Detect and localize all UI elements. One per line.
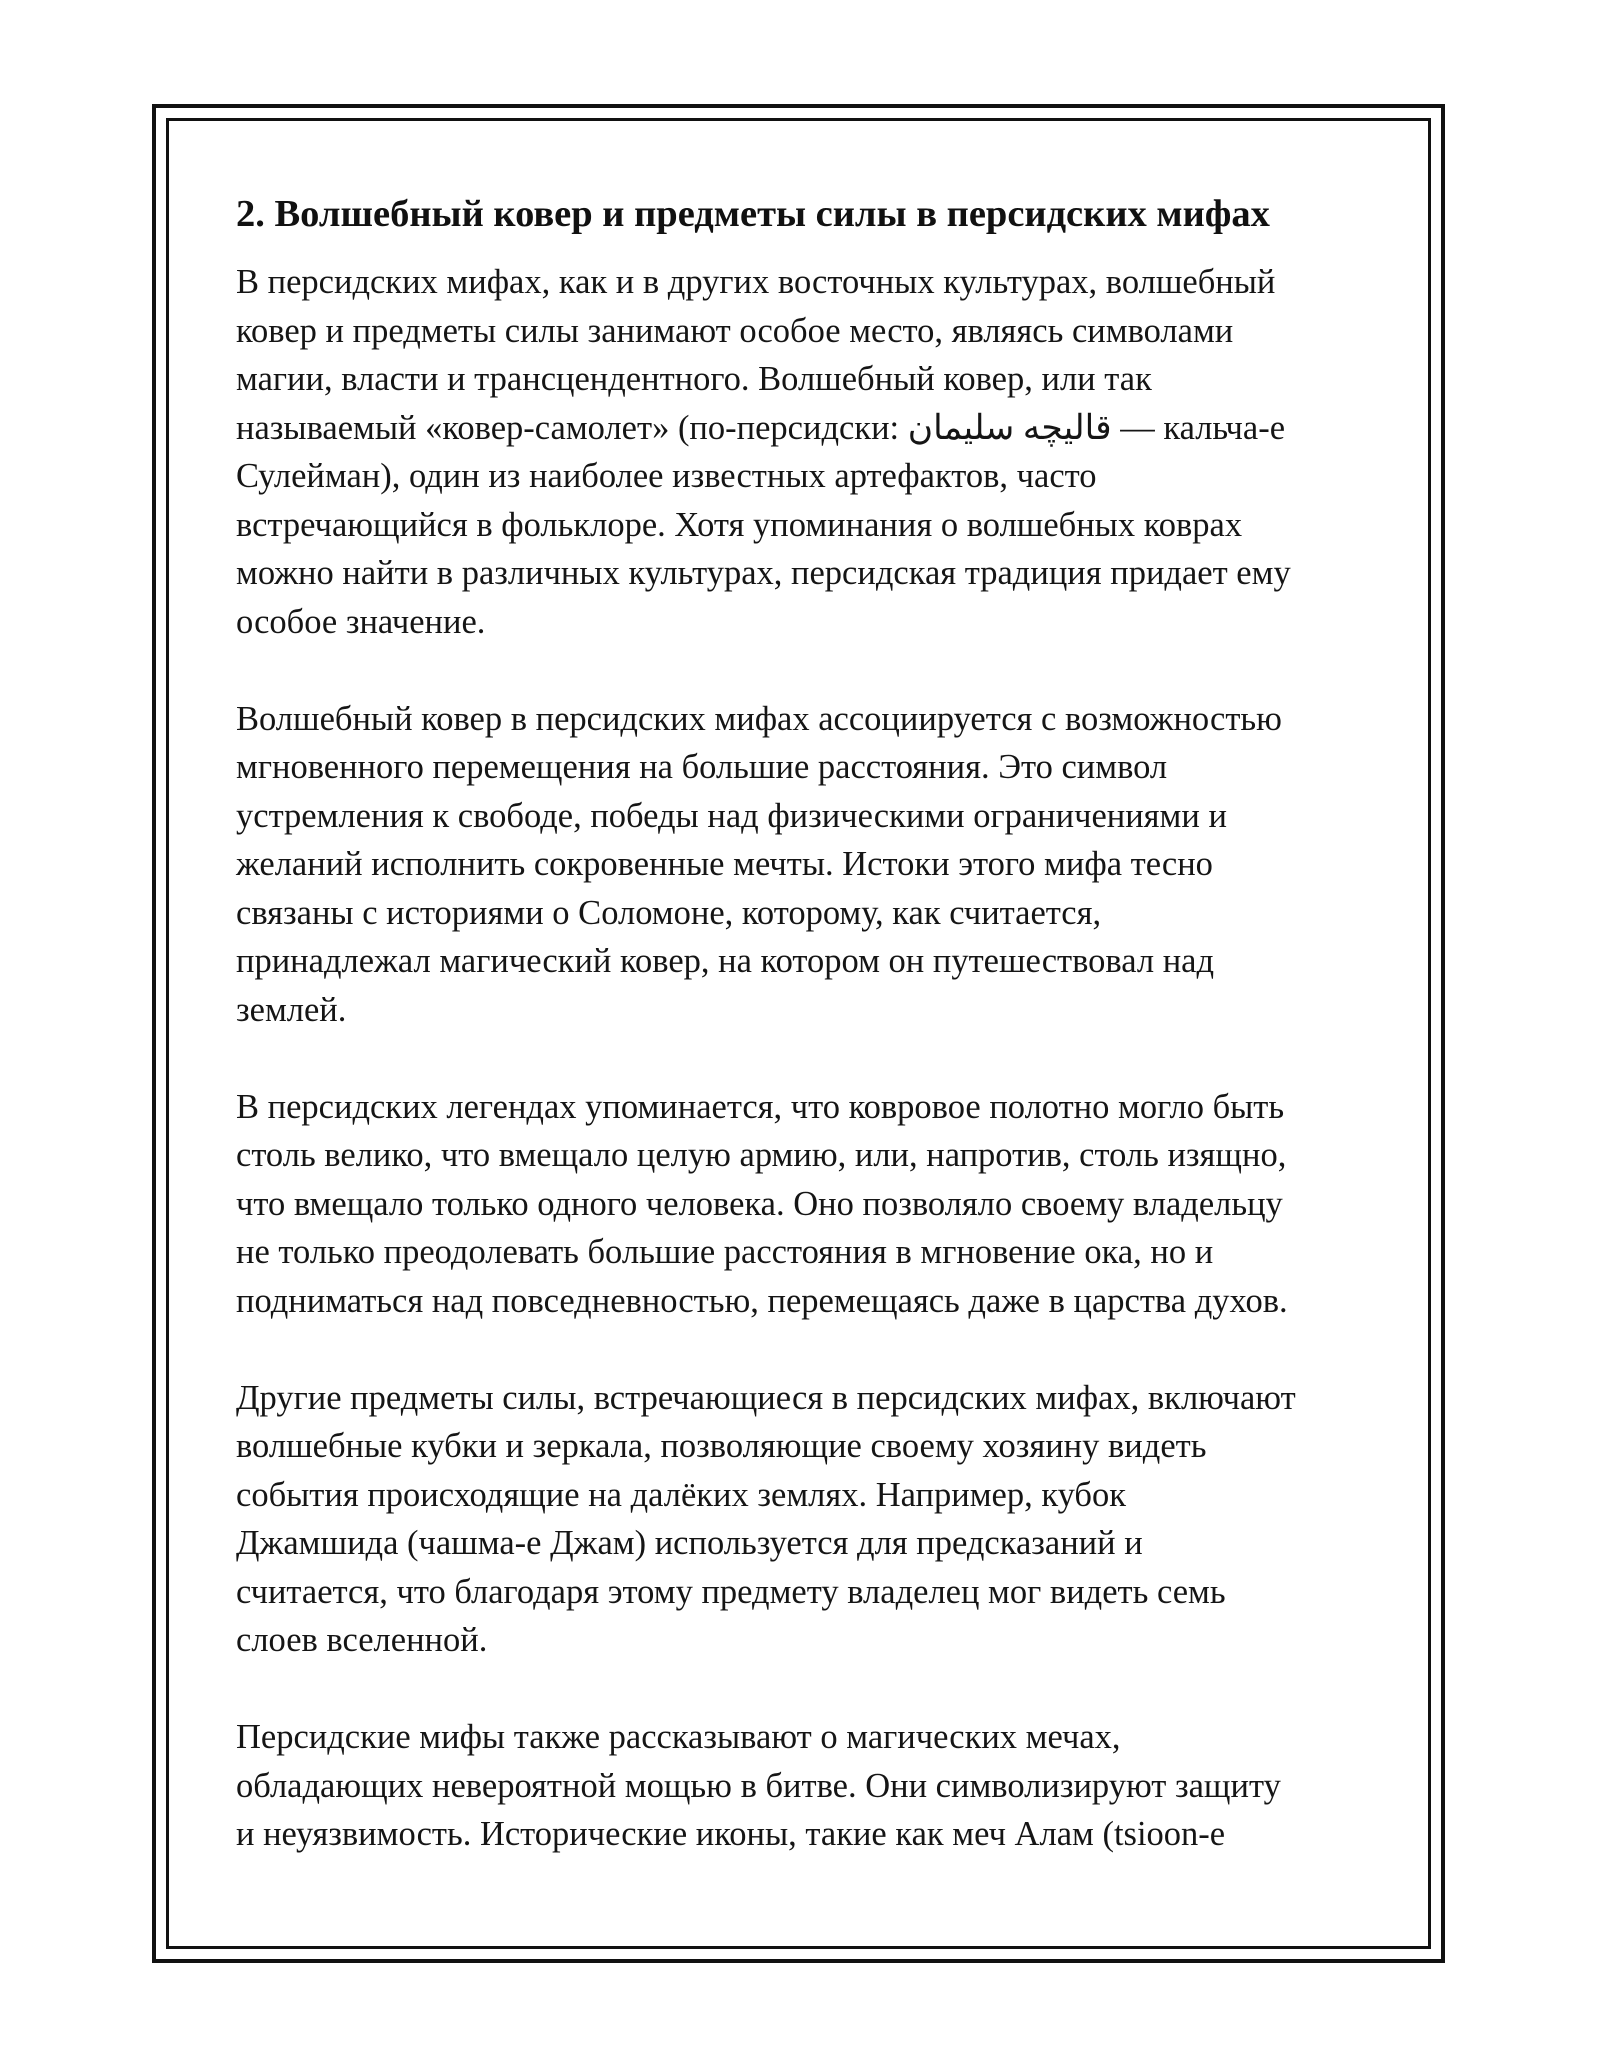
text-line: особое значение. [236,602,486,641]
text-line: принадлежал магический ковер, на котором он путешествовал над [236,942,1215,980]
text-line: считается, что благодаря этому предмету владелец мог видеть семь [236,1572,1226,1611]
paragraph-2 [236,695,1406,1035]
text-line: магии, власти и трансцендентного. Волшебный ковер, или так [236,360,1152,398]
text-line: столь велико, что вмещало целую армию, или, напротив, столь изящно, [236,1136,1287,1174]
paragraph-1 [236,258,1406,646]
text-line: мгновенного перемещения на большие расстояния. Это символ [236,748,1168,786]
text-line: Волшебный ковер в персидских мифах ассоциируется с возможностью [236,699,1282,738]
text-line: Джамшида (чашма-е Джам) используется для предсказаний и [236,1524,1143,1562]
text-line: Сулейман), один из наиболее известных артефактов, часто [236,457,1097,495]
text-line: что вмещало только одного человека. Оно позволяло своему владельцу [236,1184,1283,1223]
paragraph-3 [236,1083,1406,1326]
text-line: ковер и предметы силы занимают особое место, являясь символами [236,311,1234,350]
section-heading: 2. Волшебный ковер и предметы силы в персидских мифах [236,193,1270,235]
text-line: слоев вселенной. [236,1621,488,1659]
text-line: Персидские мифы также рассказывают о магических мечах, [236,1718,1121,1756]
text-line: Другие предметы силы, встречающиеся в персидских мифах, включают [236,1378,1296,1417]
paragraph-5 [236,1713,1406,1859]
text-line: В персидских легендах упоминается, что ковровое полотно могло быть [236,1087,1285,1126]
text-line: можно найти в различных культурах, персидская традиция придает ему [236,554,1291,592]
text-line: встречающийся в фольклоре. Хотя упоминания о волшебных коврах [236,505,1243,544]
text-line: устремления к свободе, победы над физическими ограничениями и [236,796,1227,835]
text-line: В персидских мифах, как и в других восточных культурах, волшебный [236,263,1276,301]
text-line: события происходящие на далёких землях. Например, кубок [236,1475,1126,1514]
text-line: землей. [236,990,347,1029]
text-line: подниматься над повседневностью, перемещаясь даже в царства духов. [236,1281,1288,1320]
paragraph-4 [236,1374,1406,1665]
text-line: волшебные кубки и зеркала, позволяющие своему хозяину видеть [236,1427,1207,1465]
text-line: обладающих невероятной мощью в битве. Они символизируют защиту [236,1766,1281,1805]
text-line: называемый «ковер-самолет» (по-персидски: قالیچه سلیمان — кальча-е [236,408,1286,447]
text-line: связаны с историями о Соломоне, которому, как считается, [236,893,1102,932]
document-content [236,186,1406,1907]
text-line: и неуязвимость. Исторические иконы, такие как меч Алам (tsioon-e [236,1815,1226,1853]
text-line: не только преодолевать большие расстояния в мгновение ока, но и [236,1233,1214,1271]
text-line: желаний исполнить сокровенные мечты. Истоки этого мифа тесно [236,845,1213,883]
